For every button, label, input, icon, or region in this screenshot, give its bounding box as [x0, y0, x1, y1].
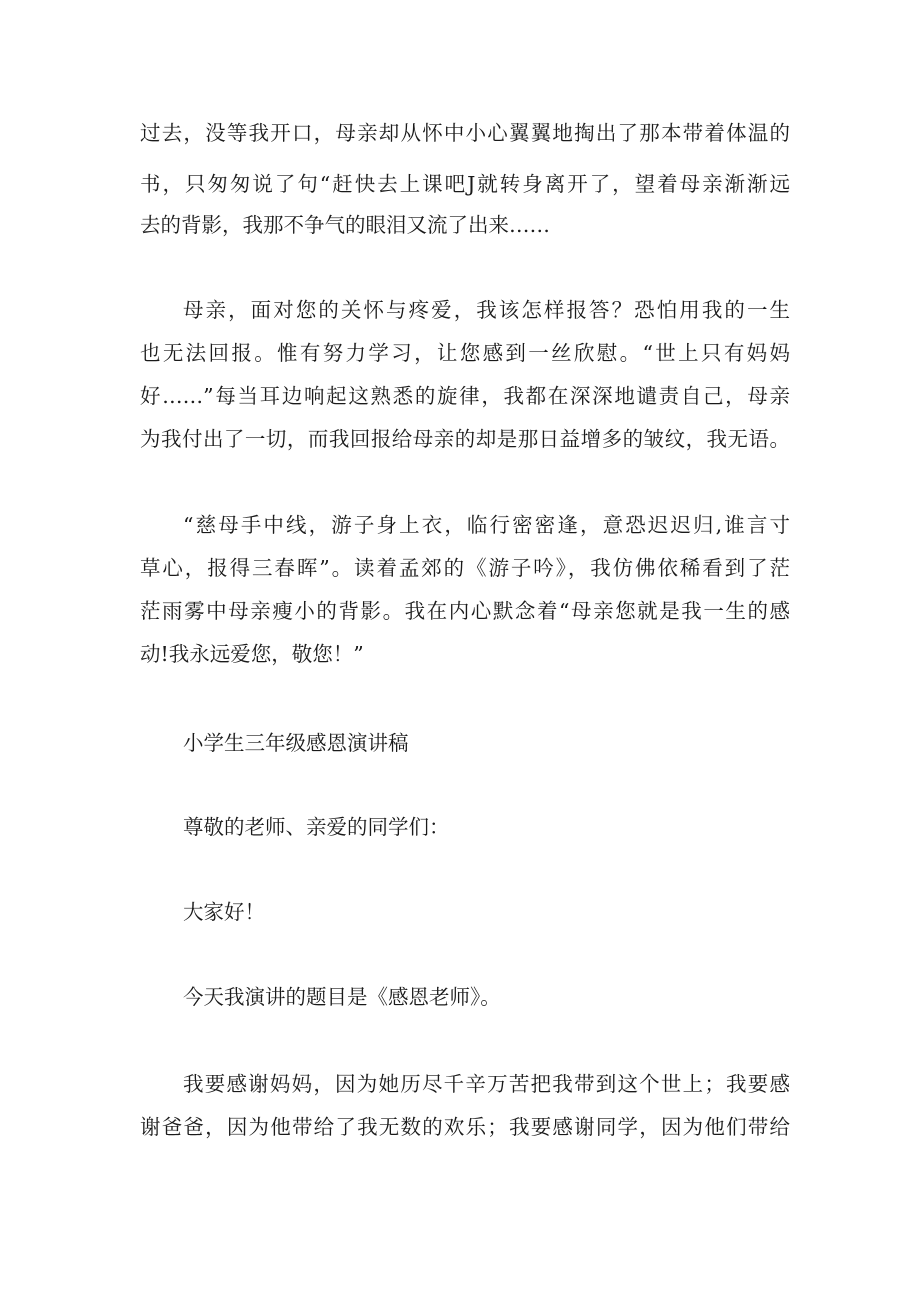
speech-topic: 今天我演讲的题目是《感恩老师》。 — [183, 985, 501, 1009]
paragraph-2-line-1: 母亲，面对您的关怀与疼爱，我该怎样报答？恐怕用我的一生 — [183, 298, 790, 322]
paragraph-4-line-1: 我要感谢妈妈，因为她历尽千辛万苦把我带到这个世上；我要感 — [183, 1072, 790, 1096]
paragraph-3-line-3: 茫雨雾中母亲瘦小的背影。我在内心默念着“母亲您就是我一生的感 — [140, 599, 790, 623]
greeting: 大家好！ — [183, 900, 265, 924]
paragraph-3-line-4: 动!我永远爱您，敬您！” — [140, 642, 364, 666]
paragraph-3-line-2: 草心，报得三春晖”。读着孟郊的《游子吟》，我仿佛依稀看到了茫 — [140, 556, 790, 580]
paragraph-2-line-2: 也无法回报。惟有努力学习，让您感到一丝欣慰。“世上只有妈妈 — [140, 341, 790, 365]
paragraph-2-line-4: 为我付出了一切，而我回报给母亲的却是那日益增多的皱纹，我无语。 — [140, 427, 790, 451]
speech-title: 小学生三年级感恩演讲稿 — [183, 731, 409, 755]
paragraph-3-line-1: “慈母手中线，游子身上衣，临行密密逢，意恐迟迟归,谁言寸 — [183, 513, 790, 537]
paragraph-1-line-3: 去的背影，我那不争气的眼泪又流了出来…… — [140, 213, 550, 237]
paragraph-4-line-2: 谢爸爸，因为他带给了我无数的欢乐；我要感谢同学，因为他们带给 — [140, 1115, 790, 1139]
paragraph-1-line-2: 书，只匆匆说了句“赶快去上课吧J就转身离开了，望着母亲渐渐远 — [140, 172, 790, 196]
paragraph-1-line-1: 过去，没等我开口，母亲却从怀中小心翼翼地掏出了那本带着体温的 — [140, 121, 790, 145]
salutation: 尊敬的老师、亲爱的同学们： — [183, 815, 450, 839]
paragraph-2-line-3: 好……”每当耳边响起这熟悉的旋律，我都在深深地谴责自己，母亲 — [140, 384, 790, 408]
